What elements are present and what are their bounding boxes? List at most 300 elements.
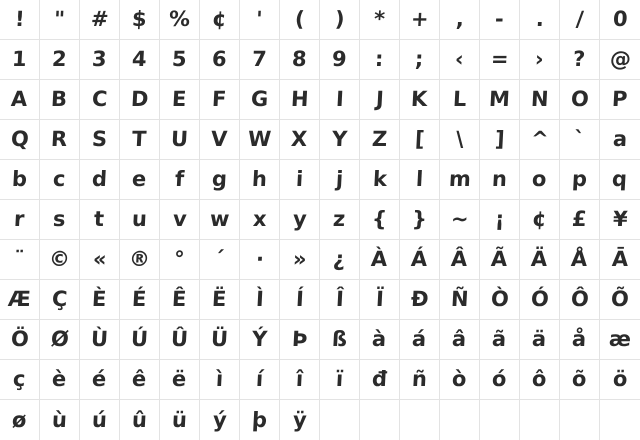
glyph-cell[interactable]	[280, 280, 320, 320]
glyph-character: ¢	[211, 7, 228, 31]
glyph-cell[interactable]	[400, 0, 440, 40]
glyph-cell[interactable]	[600, 360, 640, 400]
glyph-cell[interactable]	[0, 280, 40, 320]
glyph-character: :	[374, 47, 385, 71]
glyph-character: ô	[531, 367, 548, 391]
glyph-cell[interactable]	[400, 360, 440, 400]
glyph-character: Ð	[410, 287, 429, 311]
glyph-cell[interactable]	[480, 40, 520, 80]
glyph-cell[interactable]	[320, 360, 360, 400]
glyph-cell[interactable]	[360, 240, 400, 280]
glyph-character: f	[174, 167, 185, 191]
glyph-character: n	[491, 167, 508, 191]
glyph-cell[interactable]	[200, 360, 240, 400]
glyph-character: ,	[454, 7, 465, 31]
glyph-cell[interactable]	[440, 80, 480, 120]
glyph-character: 9	[331, 47, 348, 71]
glyph-character: ]	[494, 127, 505, 151]
glyph-character: g	[211, 167, 228, 191]
glyph-character: ø	[11, 407, 28, 432]
glyph-cell[interactable]	[400, 40, 440, 80]
glyph-cell[interactable]	[200, 240, 240, 280]
glyph-cell[interactable]	[440, 360, 480, 400]
glyph-character: »	[292, 247, 307, 271]
glyph-cell[interactable]	[560, 400, 600, 440]
glyph-cell[interactable]	[0, 320, 40, 360]
glyph-cell[interactable]	[160, 200, 200, 240]
glyph-character: c	[52, 167, 67, 191]
glyph-character: ©	[48, 247, 71, 271]
glyph-cell[interactable]	[0, 120, 40, 160]
glyph-cell[interactable]	[240, 360, 280, 400]
glyph-character: Ã	[490, 247, 509, 271]
glyph-cell[interactable]	[600, 160, 640, 200]
glyph-character: ü	[171, 407, 188, 432]
glyph-cell[interactable]	[240, 400, 280, 440]
glyph-character: ã	[491, 327, 508, 351]
glyph-cell[interactable]	[80, 240, 120, 280]
glyph-character: k	[371, 167, 388, 191]
glyph-character: ñ	[411, 367, 428, 391]
glyph-character: 3	[91, 47, 108, 71]
glyph-cell[interactable]	[480, 240, 520, 280]
glyph-cell[interactable]	[320, 280, 360, 320]
glyph-character: ~	[450, 207, 469, 231]
glyph-character: {	[371, 207, 388, 231]
glyph-cell[interactable]	[120, 0, 160, 40]
glyph-cell[interactable]	[320, 320, 360, 360]
glyph-cell[interactable]	[280, 320, 320, 360]
glyph-character: å	[571, 327, 588, 351]
glyph-cell[interactable]	[560, 200, 600, 240]
glyph-character: %	[168, 7, 191, 31]
glyph-character: ú	[91, 407, 108, 432]
glyph-cell[interactable]	[320, 200, 360, 240]
glyph-cell[interactable]	[240, 80, 280, 120]
glyph-cell[interactable]	[520, 360, 560, 400]
glyph-cell[interactable]	[120, 40, 160, 80]
glyph-character: r	[13, 207, 26, 231]
glyph-cell[interactable]	[560, 40, 600, 80]
glyph-cell[interactable]	[320, 0, 360, 40]
glyph-character: U	[170, 127, 189, 151]
glyph-character: +	[410, 7, 429, 31]
glyph-cell[interactable]	[120, 120, 160, 160]
glyph-cell[interactable]	[80, 200, 120, 240]
glyph-cell[interactable]	[80, 0, 120, 40]
glyph-character: P	[611, 87, 629, 111]
glyph-cell[interactable]	[400, 320, 440, 360]
glyph-character: Ê	[171, 287, 188, 311]
glyph-cell[interactable]	[600, 80, 640, 120]
glyph-cell[interactable]	[560, 320, 600, 360]
glyph-cell[interactable]	[360, 280, 400, 320]
glyph-character: ‹	[454, 47, 465, 71]
glyph-cell[interactable]	[120, 400, 160, 440]
glyph-cell[interactable]	[400, 400, 440, 440]
glyph-character: $	[131, 7, 148, 31]
glyph-character: e	[131, 167, 148, 191]
glyph-cell[interactable]	[360, 400, 400, 440]
glyph-cell[interactable]	[360, 200, 400, 240]
glyph-cell[interactable]	[0, 80, 40, 120]
glyph-cell[interactable]	[360, 360, 400, 400]
glyph-character: I	[334, 87, 345, 111]
glyph-character: ›	[534, 47, 545, 71]
glyph-cell[interactable]	[600, 0, 640, 40]
glyph-cell[interactable]	[240, 120, 280, 160]
glyph-cell[interactable]	[600, 40, 640, 80]
glyph-cell[interactable]	[40, 40, 80, 80]
glyph-character: Í	[294, 287, 305, 311]
glyph-cell[interactable]	[600, 400, 640, 440]
glyph-character: Õ	[610, 287, 630, 311]
glyph-character: X	[290, 127, 309, 151]
glyph-cell[interactable]	[160, 320, 200, 360]
glyph-character: "	[53, 7, 66, 31]
glyph-cell[interactable]	[0, 0, 40, 40]
glyph-character: 8	[291, 47, 308, 71]
glyph-character: `	[573, 127, 586, 151]
glyph-cell[interactable]	[120, 280, 160, 320]
glyph-character: Ï	[374, 287, 385, 311]
glyph-cell[interactable]	[40, 280, 80, 320]
glyph-cell[interactable]	[80, 280, 120, 320]
glyph-cell[interactable]	[480, 360, 520, 400]
glyph-cell[interactable]	[600, 120, 640, 160]
glyph-character: 0	[612, 7, 628, 31]
glyph-character: M	[488, 87, 511, 111]
glyph-cell[interactable]	[0, 400, 40, 440]
glyph-cell[interactable]	[40, 200, 80, 240]
glyph-cell[interactable]	[320, 400, 360, 440]
glyph-character: õ	[571, 367, 588, 391]
glyph-cell[interactable]	[120, 160, 160, 200]
glyph-character: É	[131, 287, 148, 311]
glyph-cell[interactable]	[0, 200, 40, 240]
glyph-cell[interactable]	[40, 320, 80, 360]
glyph-cell[interactable]	[480, 80, 520, 120]
glyph-cell[interactable]	[520, 0, 560, 40]
glyph-cell[interactable]	[360, 0, 400, 40]
glyph-cell[interactable]	[0, 360, 40, 400]
glyph-cell[interactable]	[160, 240, 200, 280]
glyph-character: A	[10, 87, 29, 111]
glyph-cell[interactable]	[440, 400, 480, 440]
glyph-cell[interactable]	[80, 120, 120, 160]
glyph-cell[interactable]	[160, 360, 200, 400]
glyph-character: ·	[254, 247, 265, 271]
glyph-cell[interactable]	[240, 200, 280, 240]
glyph-cell[interactable]	[80, 360, 120, 400]
glyph-character: ó	[491, 367, 508, 391]
glyph-cell[interactable]	[360, 320, 400, 360]
glyph-cell[interactable]	[240, 0, 280, 40]
glyph-character: Ò	[489, 287, 510, 311]
glyph-character: Ö	[9, 327, 30, 351]
glyph-cell[interactable]	[400, 280, 440, 320]
glyph-cell[interactable]	[320, 120, 360, 160]
glyph-cell[interactable]	[120, 360, 160, 400]
glyph-cell[interactable]	[120, 240, 160, 280]
glyph-cell[interactable]	[440, 320, 480, 360]
glyph-cell[interactable]	[320, 240, 360, 280]
glyph-cell[interactable]	[120, 80, 160, 120]
glyph-cell[interactable]	[480, 320, 520, 360]
glyph-cell[interactable]	[560, 80, 600, 120]
glyph-cell[interactable]	[560, 240, 600, 280]
glyph-character: *	[373, 7, 386, 31]
glyph-cell[interactable]	[560, 360, 600, 400]
glyph-cell[interactable]	[520, 200, 560, 240]
glyph-cell[interactable]	[560, 0, 600, 40]
glyph-cell[interactable]	[400, 80, 440, 120]
glyph-cell[interactable]	[280, 160, 320, 200]
glyph-cell[interactable]	[400, 120, 440, 160]
glyph-cell[interactable]	[40, 400, 80, 440]
glyph-character: ;	[414, 47, 425, 71]
glyph-cell[interactable]	[200, 0, 240, 40]
glyph-character: V	[210, 127, 229, 151]
glyph-character: þ	[251, 407, 268, 432]
glyph-character: Ô	[569, 287, 590, 311]
glyph-character: R	[50, 127, 69, 151]
glyph-cell[interactable]	[480, 400, 520, 440]
glyph-cell[interactable]	[520, 120, 560, 160]
glyph-cell[interactable]	[320, 160, 360, 200]
glyph-character: ¢	[531, 207, 548, 231]
glyph-cell[interactable]	[200, 320, 240, 360]
glyph-character: Á	[410, 247, 429, 271]
glyph-character: B	[50, 87, 69, 111]
glyph-character: G	[250, 87, 269, 111]
glyph-character: 6	[211, 47, 228, 71]
glyph-character: é	[91, 367, 108, 391]
glyph-cell[interactable]	[160, 400, 200, 440]
glyph-character: ä	[531, 327, 548, 351]
glyph-character: }	[411, 207, 428, 231]
glyph-character: Ú	[130, 327, 149, 351]
glyph-character: T	[131, 127, 148, 151]
glyph-cell[interactable]	[440, 0, 480, 40]
glyph-cell[interactable]	[440, 240, 480, 280]
glyph-character: a	[612, 127, 628, 151]
glyph-cell[interactable]	[440, 40, 480, 80]
glyph-character: Î	[334, 287, 345, 311]
glyph-cell[interactable]	[280, 120, 320, 160]
glyph-character: )	[334, 7, 345, 31]
glyph-cell[interactable]	[600, 320, 640, 360]
glyph-character: ì	[215, 367, 224, 391]
glyph-character: b	[11, 167, 28, 191]
glyph-cell[interactable]	[200, 160, 240, 200]
glyph-cell[interactable]	[280, 240, 320, 280]
glyph-character: Ì	[254, 287, 265, 311]
glyph-character: Ø	[49, 327, 70, 351]
glyph-cell[interactable]	[520, 160, 560, 200]
glyph-cell[interactable]	[120, 320, 160, 360]
glyph-character: i	[295, 167, 304, 191]
glyph-character: ï	[335, 367, 344, 391]
glyph-cell[interactable]	[280, 400, 320, 440]
glyph-character: '	[255, 7, 264, 31]
glyph-cell[interactable]	[520, 240, 560, 280]
glyph-cell[interactable]	[240, 40, 280, 80]
glyph-character: W	[247, 127, 272, 151]
glyph-cell[interactable]	[280, 40, 320, 80]
glyph-cell[interactable]	[560, 120, 600, 160]
glyph-cell[interactable]	[600, 280, 640, 320]
glyph-cell[interactable]	[80, 80, 120, 120]
glyph-character: v	[172, 207, 187, 231]
glyph-character: j	[335, 167, 344, 191]
glyph-cell[interactable]	[600, 240, 640, 280]
glyph-cell[interactable]	[160, 120, 200, 160]
glyph-cell[interactable]	[480, 0, 520, 40]
glyph-character: -	[494, 7, 505, 31]
glyph-cell[interactable]	[400, 200, 440, 240]
glyph-cell[interactable]	[520, 320, 560, 360]
glyph-character: ë	[171, 367, 188, 391]
glyph-character: J	[374, 87, 385, 111]
glyph-cell[interactable]	[40, 80, 80, 120]
glyph-character: ¥	[612, 207, 628, 231]
glyph-character: è	[51, 367, 68, 391]
glyph-cell[interactable]	[160, 80, 200, 120]
glyph-character: Û	[170, 327, 189, 351]
glyph-character: q	[611, 167, 629, 191]
glyph-cell[interactable]	[360, 80, 400, 120]
glyph-character: s	[52, 207, 67, 231]
glyph-character: d	[91, 167, 108, 191]
glyph-character: C	[91, 87, 108, 111]
glyph-cell[interactable]	[200, 280, 240, 320]
glyph-cell[interactable]	[40, 120, 80, 160]
glyph-cell[interactable]	[200, 120, 240, 160]
glyph-cell[interactable]	[480, 280, 520, 320]
glyph-cell[interactable]	[440, 280, 480, 320]
glyph-character: 7	[251, 47, 268, 71]
glyph-cell[interactable]	[520, 40, 560, 80]
glyph-cell[interactable]	[360, 40, 400, 80]
glyph-character: K	[410, 87, 429, 111]
glyph-cell[interactable]	[360, 160, 400, 200]
glyph-character: î	[295, 367, 304, 391]
glyph-cell[interactable]	[0, 240, 40, 280]
glyph-character: Ý	[251, 327, 268, 351]
glyph-character: m	[447, 167, 472, 191]
glyph-cell[interactable]	[280, 80, 320, 120]
glyph-cell[interactable]	[160, 0, 200, 40]
glyph-cell[interactable]	[600, 200, 640, 240]
glyph-cell[interactable]	[560, 160, 600, 200]
glyph-character: Ā	[611, 247, 629, 271]
glyph-cell[interactable]	[560, 280, 600, 320]
glyph-cell[interactable]	[240, 320, 280, 360]
glyph-character: N	[530, 87, 549, 111]
glyph-character: .	[534, 7, 545, 31]
glyph-character: 2	[51, 47, 68, 71]
glyph-character: O	[569, 87, 590, 111]
glyph-character: í	[255, 367, 264, 391]
glyph-character: ^	[530, 127, 549, 151]
glyph-cell[interactable]	[480, 200, 520, 240]
glyph-cell[interactable]	[440, 200, 480, 240]
glyph-cell[interactable]	[520, 400, 560, 440]
glyph-cell[interactable]	[200, 40, 240, 80]
glyph-character: £	[571, 207, 588, 231]
glyph-cell[interactable]	[40, 240, 80, 280]
glyph-character: @	[608, 47, 632, 71]
glyph-cell[interactable]	[400, 240, 440, 280]
glyph-cell[interactable]	[320, 40, 360, 80]
glyph-cell[interactable]	[400, 160, 440, 200]
glyph-cell[interactable]	[80, 40, 120, 80]
glyph-character: á	[411, 327, 428, 351]
glyph-character: ý	[212, 407, 227, 432]
glyph-cell[interactable]	[440, 160, 480, 200]
glyph-cell[interactable]	[80, 320, 120, 360]
glyph-character: ®	[128, 247, 151, 271]
glyph-character: S	[91, 127, 108, 151]
glyph-cell[interactable]	[280, 360, 320, 400]
glyph-cell[interactable]	[240, 280, 280, 320]
glyph-cell[interactable]	[80, 160, 120, 200]
glyph-character: ö	[612, 367, 628, 391]
glyph-cell[interactable]	[160, 160, 200, 200]
glyph-character: !	[14, 7, 25, 31]
glyph-character: È	[91, 287, 108, 311]
glyph-character: ê	[131, 367, 148, 391]
glyph-character: °	[173, 247, 186, 271]
glyph-cell[interactable]	[360, 120, 400, 160]
glyph-character: L	[452, 87, 467, 111]
glyph-cell[interactable]	[480, 120, 520, 160]
glyph-cell[interactable]	[0, 160, 40, 200]
glyph-cell[interactable]	[280, 0, 320, 40]
glyph-cell[interactable]	[280, 200, 320, 240]
glyph-cell[interactable]	[40, 160, 80, 200]
glyph-cell[interactable]	[240, 240, 280, 280]
glyph-cell[interactable]	[200, 200, 240, 240]
glyph-cell[interactable]	[320, 80, 360, 120]
glyph-cell[interactable]	[40, 360, 80, 400]
glyph-character: ù	[51, 407, 68, 432]
glyph-cell[interactable]	[160, 40, 200, 80]
glyph-cell[interactable]	[480, 160, 520, 200]
glyph-character: Q	[9, 127, 30, 151]
glyph-character: F	[211, 87, 228, 111]
glyph-character: z	[332, 207, 347, 231]
glyph-cell[interactable]	[520, 80, 560, 120]
glyph-character: Â	[450, 247, 469, 271]
glyph-cell[interactable]	[0, 40, 40, 80]
glyph-cell[interactable]	[200, 80, 240, 120]
glyph-cell[interactable]	[160, 280, 200, 320]
glyph-cell[interactable]	[80, 400, 120, 440]
glyph-cell[interactable]	[120, 200, 160, 240]
glyph-cell[interactable]	[40, 0, 80, 40]
glyph-character: ÿ	[292, 407, 307, 432]
glyph-cell[interactable]	[200, 400, 240, 440]
glyph-character: Z	[371, 127, 388, 151]
glyph-character: û	[131, 407, 148, 432]
glyph-character: Ñ	[450, 287, 469, 311]
glyph-cell[interactable]	[520, 280, 560, 320]
glyph-cell[interactable]	[240, 160, 280, 200]
glyph-character: æ	[608, 327, 632, 351]
glyph-cell[interactable]	[440, 120, 480, 160]
